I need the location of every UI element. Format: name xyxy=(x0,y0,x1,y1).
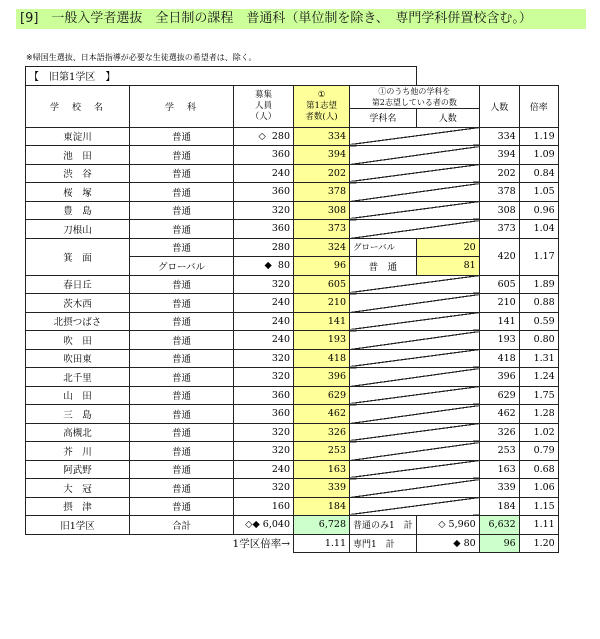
course-name: 普通 xyxy=(130,146,234,165)
capacity: 320 xyxy=(234,442,294,461)
empty-diagonal xyxy=(350,331,480,350)
special-capacity xyxy=(416,534,479,553)
table-row xyxy=(26,331,559,350)
ratio: 1.05 xyxy=(519,183,558,202)
table-row xyxy=(26,405,559,424)
ratio: 0.84 xyxy=(519,164,558,183)
capacity: 240 xyxy=(234,331,294,350)
table-row xyxy=(26,349,559,368)
ratio: 1.89 xyxy=(519,275,558,294)
second-course: 普 通 xyxy=(350,257,417,276)
first-choice: 324 xyxy=(294,238,350,257)
school-name: 箕 面 xyxy=(26,238,130,275)
empty-diagonal xyxy=(350,294,480,313)
capacity: 360 xyxy=(234,220,294,239)
course-name: 普通 xyxy=(130,442,234,461)
first-choice: 193 xyxy=(294,331,350,350)
capacity-value: 80 xyxy=(277,260,290,272)
empty-diagonal xyxy=(350,368,480,387)
total-first-choice: 6,728 xyxy=(294,516,350,535)
count: 308 xyxy=(479,201,519,220)
page-title: [9] 一般入学者選抜 全日制の課程 普通科（単位制を除き、 専門学科併置校含む。） xyxy=(16,9,586,29)
total-ratio: 1.11 xyxy=(519,516,558,535)
total-count: 6,632 xyxy=(479,516,519,535)
capacity: 320 xyxy=(234,201,294,220)
second-count: 20 xyxy=(416,238,479,257)
header-capacity: 募集 人員 （人） xyxy=(234,85,294,127)
ratio: 1.06 xyxy=(519,479,558,498)
first-choice: 163 xyxy=(294,460,350,479)
capacity: 320 xyxy=(234,368,294,387)
total-row xyxy=(26,516,559,535)
first-choice: 96 xyxy=(294,257,350,276)
course-name: 普通 xyxy=(130,201,234,220)
special-count: 96 xyxy=(479,534,519,553)
course-name: 普通 xyxy=(130,405,234,424)
capacity: 360 xyxy=(234,386,294,405)
school-name: 北千里 xyxy=(26,368,130,387)
ratio: 1.02 xyxy=(519,423,558,442)
empty-diagonal xyxy=(350,275,480,294)
count: 373 xyxy=(479,220,519,239)
first-choice: 253 xyxy=(294,442,350,461)
first-choice: 141 xyxy=(294,312,350,331)
district-label: 【 旧第1学区 】 xyxy=(26,67,417,86)
course-name: 普通 xyxy=(130,386,234,405)
table-row xyxy=(26,238,559,257)
school-name: 豊 島 xyxy=(26,201,130,220)
first-choice: 394 xyxy=(294,146,350,165)
header-count: 人数 xyxy=(479,85,519,127)
table-row xyxy=(26,442,559,461)
empty-diagonal xyxy=(350,312,480,331)
school-name: 桜 塚 xyxy=(26,183,130,202)
ratio: 1.09 xyxy=(519,146,558,165)
empty-diagonal xyxy=(350,146,480,165)
general-capacity xyxy=(416,516,479,535)
school-name: 山 田 xyxy=(26,386,130,405)
empty-diagonal xyxy=(350,201,480,220)
empty-diagonal xyxy=(350,423,480,442)
count: 394 xyxy=(479,146,519,165)
school-name: 摂 津 xyxy=(26,497,130,516)
empty-diagonal xyxy=(350,386,480,405)
capacity: 360 xyxy=(234,405,294,424)
empty-diagonal xyxy=(350,349,480,368)
empty-diagonal xyxy=(350,405,480,424)
ratio: 1.31 xyxy=(519,349,558,368)
course-name: 普通 xyxy=(130,127,234,146)
course-name: グローバル xyxy=(130,257,234,276)
header-school: 学 校 名 xyxy=(26,85,130,127)
table-row xyxy=(26,183,559,202)
header-second-choice: ①のうち他の学科を 第2志望している者の数 xyxy=(350,85,480,108)
school-name: 吹 田 xyxy=(26,331,130,350)
ratio: 1.17 xyxy=(519,238,558,275)
capacity: 240 xyxy=(234,164,294,183)
capacity: 360 xyxy=(234,146,294,165)
table-row xyxy=(26,497,559,516)
table-row xyxy=(26,220,559,239)
empty-diagonal xyxy=(350,442,480,461)
mark-symbol: ◇ xyxy=(438,519,446,531)
first-choice: 462 xyxy=(294,405,350,424)
school-name: 春日丘 xyxy=(26,275,130,294)
course-name: 普通 xyxy=(130,312,234,331)
count: 202 xyxy=(479,164,519,183)
course-name: 普通 xyxy=(130,275,234,294)
mark-symbol: ◇ xyxy=(258,130,266,142)
note-text: ※帰国生選抜、日本語指導が必要な生徒選抜の希望者は、除く。 xyxy=(26,53,257,62)
count: 193 xyxy=(479,331,519,350)
empty-diagonal xyxy=(350,183,480,202)
school-name: 北摂つばさ xyxy=(26,312,130,331)
ratio: 0.88 xyxy=(519,294,558,313)
special-ratio: 1.20 xyxy=(519,534,558,553)
school-name: 芥 川 xyxy=(26,442,130,461)
capacity: 280 xyxy=(234,238,294,257)
table-row xyxy=(26,275,559,294)
table-row xyxy=(26,294,559,313)
course-name: 普通 xyxy=(130,497,234,516)
first-choice: 339 xyxy=(294,479,350,498)
first-choice: 202 xyxy=(294,164,350,183)
ratio: 1.28 xyxy=(519,405,558,424)
table-row xyxy=(26,479,559,498)
capacity: 320 xyxy=(234,423,294,442)
course-name: 普通 xyxy=(130,238,234,257)
first-choice: 326 xyxy=(294,423,350,442)
capacity-value: 80 xyxy=(463,537,476,549)
school-name: 高槻北 xyxy=(26,423,130,442)
course-name: 普通 xyxy=(130,294,234,313)
course-name: 普通 xyxy=(130,220,234,239)
empty-diagonal xyxy=(350,220,480,239)
empty-diagonal xyxy=(350,460,480,479)
count: 462 xyxy=(479,405,519,424)
first-choice: 418 xyxy=(294,349,350,368)
empty-diagonal xyxy=(350,479,480,498)
mark-symbol: ◆ xyxy=(264,260,272,272)
header-first-choice: ① 第1志望 者数(人) xyxy=(294,85,350,127)
district-ratio-row xyxy=(26,534,559,553)
first-choice: 308 xyxy=(294,201,350,220)
first-choice: 210 xyxy=(294,294,350,313)
district-ratio-value: 1.11 xyxy=(294,534,350,553)
ratio: 1.75 xyxy=(519,386,558,405)
capacity: 240 xyxy=(234,460,294,479)
total-sum-label: 合計 xyxy=(130,516,234,535)
total-capacity xyxy=(234,516,294,535)
general-only-label: 普通のみ1 計 xyxy=(350,516,417,535)
district-ratio-label: 1学区倍率→ xyxy=(232,538,290,550)
school-name: 刀根山 xyxy=(26,220,130,239)
header-second-count: 人数 xyxy=(416,108,479,127)
first-choice: 629 xyxy=(294,386,350,405)
second-course: グローバル xyxy=(350,238,417,257)
capacity-value: 5,960 xyxy=(448,519,476,531)
first-choice: 334 xyxy=(294,127,350,146)
count: 420 xyxy=(479,238,519,275)
count: 163 xyxy=(479,460,519,479)
second-count: 81 xyxy=(416,257,479,276)
count: 326 xyxy=(479,423,519,442)
capacity: 240 xyxy=(234,312,294,331)
ratio: 0.79 xyxy=(519,442,558,461)
count: 253 xyxy=(479,442,519,461)
ratio: 1.19 xyxy=(519,127,558,146)
count: 418 xyxy=(479,349,519,368)
capacity-value: 6,040 xyxy=(262,519,290,531)
header-second-course: 学科名 xyxy=(350,108,417,127)
ratio: 0.68 xyxy=(519,460,558,479)
capacity xyxy=(234,127,294,146)
course-name: 普通 xyxy=(130,479,234,498)
results-table xyxy=(25,66,559,553)
mark-symbol: ◆ xyxy=(453,537,461,549)
school-name: 大 冠 xyxy=(26,479,130,498)
count: 396 xyxy=(479,368,519,387)
ratio: 1.24 xyxy=(519,368,558,387)
course-name: 普通 xyxy=(130,423,234,442)
count: 141 xyxy=(479,312,519,331)
table-row xyxy=(26,201,559,220)
ratio: 1.15 xyxy=(519,497,558,516)
school-name: 三 島 xyxy=(26,405,130,424)
special-label: 専門1 計 xyxy=(350,534,417,553)
table-body-rest xyxy=(26,275,559,516)
first-choice: 184 xyxy=(294,497,350,516)
count: 210 xyxy=(479,294,519,313)
school-name: 吹田東 xyxy=(26,349,130,368)
table-row xyxy=(26,386,559,405)
capacity xyxy=(234,257,294,276)
course-name: 普通 xyxy=(130,331,234,350)
capacity-value: 280 xyxy=(271,130,290,142)
table-row xyxy=(26,423,559,442)
count: 334 xyxy=(479,127,519,146)
ratio: 0.80 xyxy=(519,331,558,350)
count: 629 xyxy=(479,386,519,405)
count: 378 xyxy=(479,183,519,202)
capacity: 360 xyxy=(234,183,294,202)
table-row xyxy=(26,146,559,165)
table-row xyxy=(26,368,559,387)
school-name: 渋 谷 xyxy=(26,164,130,183)
table-row xyxy=(26,164,559,183)
empty-diagonal xyxy=(350,164,480,183)
header-course: 学 科 xyxy=(130,85,234,127)
table-row xyxy=(26,312,559,331)
first-choice: 373 xyxy=(294,220,350,239)
school-name: 池 田 xyxy=(26,146,130,165)
school-name: 茨木西 xyxy=(26,294,130,313)
first-choice: 396 xyxy=(294,368,350,387)
ratio: 1.04 xyxy=(519,220,558,239)
total-label: 旧1学区 xyxy=(26,516,130,535)
capacity: 240 xyxy=(234,294,294,313)
count: 184 xyxy=(479,497,519,516)
course-name: 普通 xyxy=(130,349,234,368)
ratio: 0.96 xyxy=(519,201,558,220)
table-row xyxy=(26,460,559,479)
capacity: 320 xyxy=(234,349,294,368)
course-name: 普通 xyxy=(130,183,234,202)
school-name: 阿武野 xyxy=(26,460,130,479)
empty-diagonal xyxy=(350,127,480,146)
count: 605 xyxy=(479,275,519,294)
capacity: 320 xyxy=(234,479,294,498)
header-ratio: 倍率 xyxy=(519,85,558,127)
count: 339 xyxy=(479,479,519,498)
ratio: 0.59 xyxy=(519,312,558,331)
first-choice: 378 xyxy=(294,183,350,202)
empty-diagonal xyxy=(350,497,480,516)
mark-symbol: ◇◆ xyxy=(245,519,260,531)
course-name: 普通 xyxy=(130,368,234,387)
capacity: 320 xyxy=(234,275,294,294)
school-name: 東淀川 xyxy=(26,127,130,146)
capacity: 160 xyxy=(234,497,294,516)
course-name: 普通 xyxy=(130,460,234,479)
first-choice: 605 xyxy=(294,275,350,294)
course-name: 普通 xyxy=(130,164,234,183)
table-row xyxy=(26,127,559,146)
